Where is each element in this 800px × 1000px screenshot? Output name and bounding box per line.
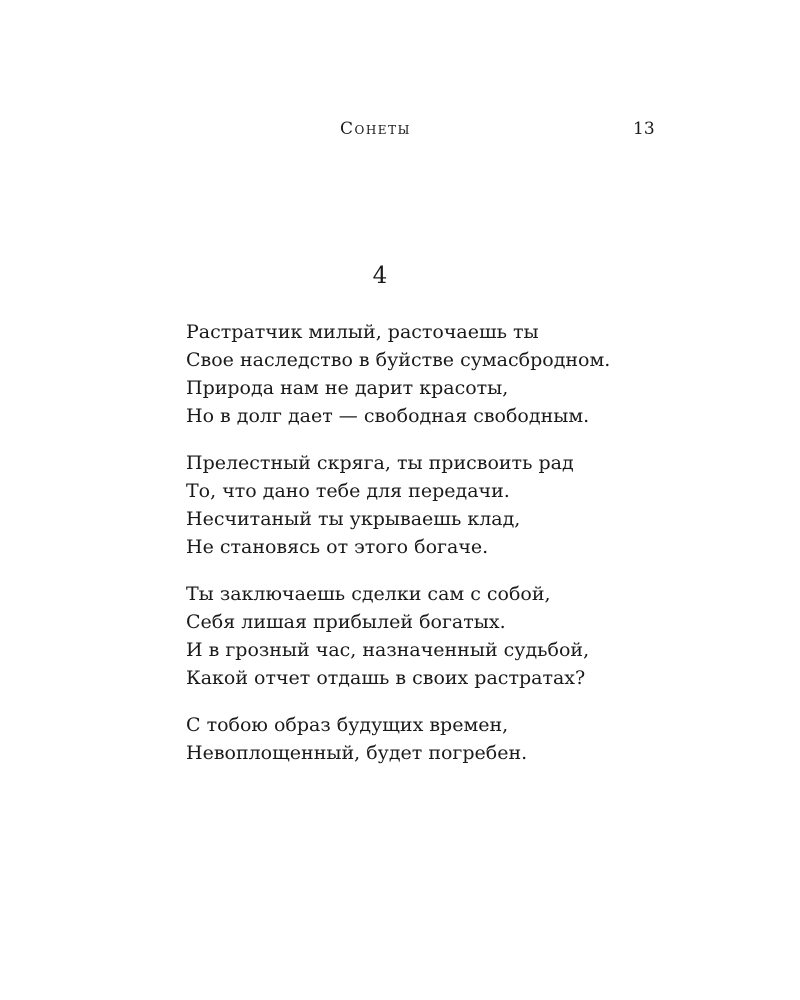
stanza-2 bbox=[186, 449, 746, 561]
poem-line: То, что дано тебе для передачи. bbox=[186, 480, 510, 502]
stanza-3 bbox=[186, 580, 746, 692]
poem-line: Прелестный скряга, ты присвоить рад bbox=[186, 452, 574, 474]
poem-line: Невоплощенный, будет погребен. bbox=[186, 742, 528, 764]
sonnet-number: 4 bbox=[372, 263, 388, 289]
poem-line: Растратчик милый, расточаешь ты bbox=[186, 321, 539, 343]
running-title: Сонеты bbox=[340, 119, 411, 139]
poem-line: Не становясь от этого богаче. bbox=[186, 536, 489, 558]
poem-line: И в грозный час, назначенный судьбой, bbox=[186, 639, 590, 661]
poem-line: Но в долг дает — свободная свободным. bbox=[186, 405, 590, 427]
poem-line: Ты заключаешь сделки сам с собой, bbox=[186, 583, 551, 605]
page-number: 13 bbox=[633, 119, 655, 139]
poem-line: Свое наследство в буйстве сумасбродном. bbox=[186, 349, 611, 371]
poem-line: Несчитаный ты укрываешь клад, bbox=[186, 508, 521, 530]
poem-body bbox=[186, 318, 746, 786]
poem-line: Себя лишая прибылей богатых. bbox=[186, 611, 506, 633]
stanza-1 bbox=[186, 318, 746, 430]
stanza-couplet bbox=[186, 711, 746, 767]
poem-line: Природа нам не дарит красоты, bbox=[186, 377, 509, 399]
poem-line: Какой отчет отдашь в своих растратах? bbox=[186, 667, 586, 689]
poem-line: С тобою образ будущих времен, bbox=[186, 714, 509, 736]
